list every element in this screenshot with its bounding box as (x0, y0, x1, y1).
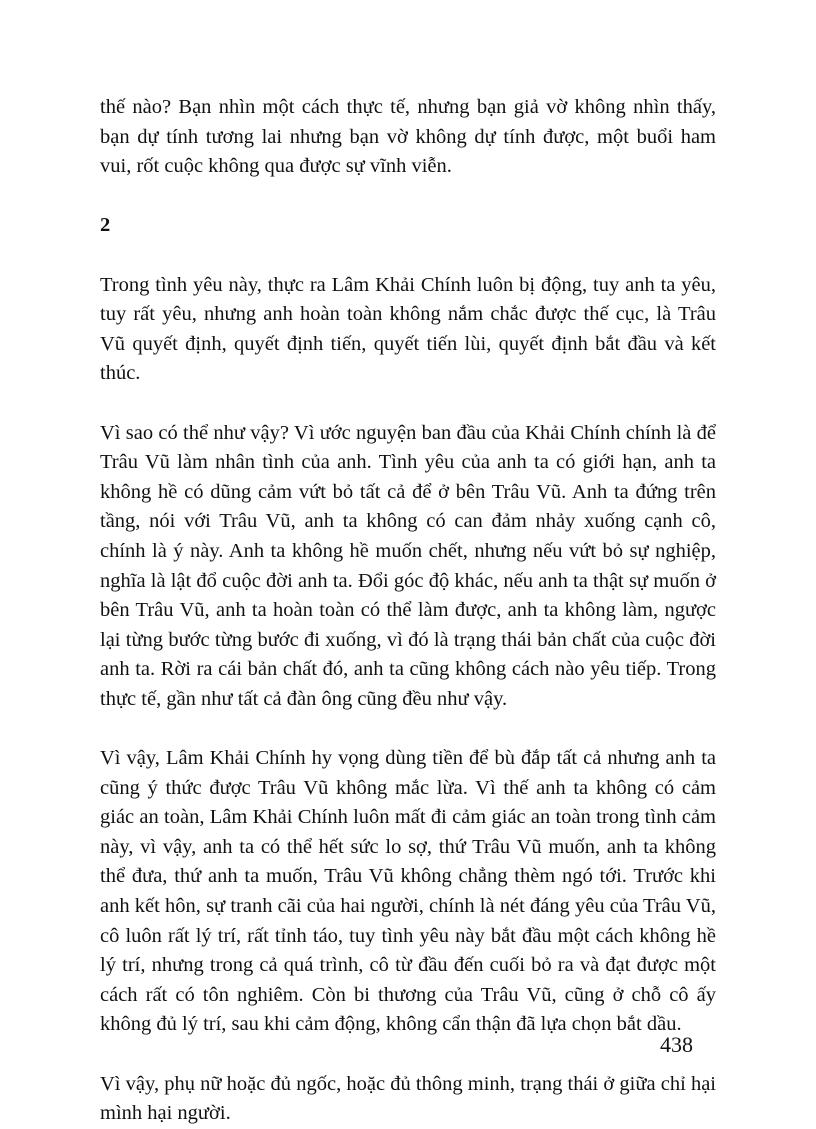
paragraph: Vì vậy, phụ nữ hoặc đủ ngốc, hoặc đủ thông minh, trạng thái ở giữa chỉ hại mình hại người. (100, 1072, 716, 1125)
paragraph: Trong tình yêu này, thực ra Lâm Khải Chính luôn bị động, tuy anh ta yêu, tuy rất yêu, nhưng anh hoàn toàn không nắm chắc được thế cục, là Trâu Vũ quyết định, quyết định tiến, quyết tiến lùi, quyết định bắt đầu và kết thúc. (100, 273, 716, 385)
paragraph: Vì sao có thể như vậy? Vì ước nguyện ban đầu của Khải Chính chính là để Trâu Vũ làm nhân tình của anh. Tình yêu của anh ta có giới hạn, anh ta không hề có dũng cảm vứt bỏ tất cả để ở bên Trâu Vũ. Anh ta đứng trên tầng, nói với Trâu Vũ, anh ta không có can đảm nhảy xuống cạnh cô, chính là ý này. Anh ta không hề muốn chết, nhưng nếu vứt bỏ sự nghiệp, nghĩa là lật đổ cuộc đời anh ta. Đổi góc độ khác, nếu anh ta thật sự muốn ở bên Trâu Vũ, anh ta hoàn toàn có thể làm được, anh ta không làm, ngược lại từng bước từng bước đi xuống, vì đó là trạng thái bản chất của cuộc đời anh ta. Rời ra cái bản chất đó, anh ta cũng không cách nào yêu tiếp. Trong thực tế, gần như tất cả đàn ông cũng đều như vậy. (100, 421, 716, 710)
section-number: 2 (100, 214, 111, 237)
paragraph-spacer (100, 241, 716, 271)
paragraph-spacer (100, 714, 716, 744)
page-number: 438 (660, 1032, 693, 1057)
paragraph-continued: thế nào? Bạn nhìn một cách thực tế, nhưng bạn giả vờ không nhìn thấy, bạn dự tính tương lai nhưng bạn vờ không dự tính được, một buổi ham vui, rốt cuộc không qua được sự vĩnh viễn. (100, 96, 716, 178)
page-body (100, 93, 716, 1129)
paragraph: Vì vậy, Lâm Khải Chính hy vọng dùng tiền để bù đắp tất cả nhưng anh ta cũng ý thức được Trâu Vũ không mắc lừa. Vì thế anh ta không có cảm giác an toàn, Lâm Khải Chính luôn mất đi cảm giác an toàn trong tình cảm này, vì vậy, anh ta có thể hết sức lo sợ, thứ Trâu Vũ muốn, anh ta không thể đưa, thứ anh ta muốn, Trâu Vũ không chẳng thèm ngó tới. Trước khi anh kết hôn, sự tranh cãi của hai người, chính là nét đáng yêu của Trâu Vũ, cô luôn rất lý trí, rất tỉnh táo, tuy tình yêu này bắt đầu một cách không hề lý trí, nhưng trong cả quá trình, cô từ đầu đến cuối bỏ ra và đạt được một cách rất có tôn nghiêm. Còn bi thương của Trâu Vũ, cũng ở chỗ cô ấy không đủ lý trí, sau khi cảm động, không cẩn thận đã lựa chọn bắt dầu. (100, 747, 716, 1036)
paragraph-spacer (100, 389, 716, 419)
paragraph-spacer (100, 182, 716, 212)
paragraph-spacer (100, 1040, 716, 1070)
